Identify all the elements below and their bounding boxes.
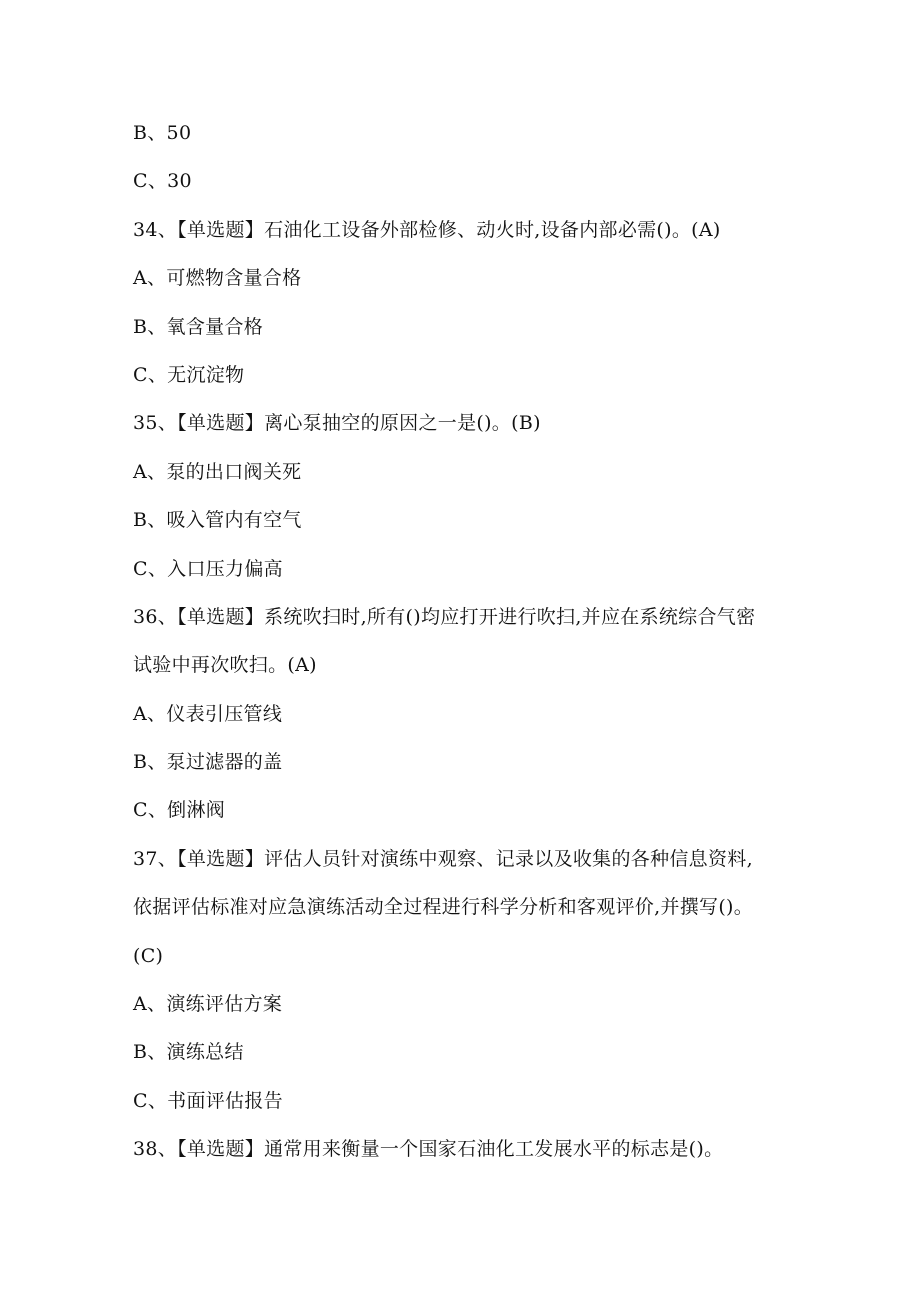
question-36-line-1: 36、【单选题】系统吹扫时,所有()均应打开进行吹扫,并应在系统综合气密 — [133, 605, 756, 628]
option-c-q37: C、书面评估报告 — [133, 1089, 283, 1112]
question-text-block — [133, 112, 793, 1177]
option-c-q35: C、入口压力偏高 — [133, 557, 283, 580]
option-c-q34: C、无沉淀物 — [133, 363, 245, 386]
option-c-q36: C、倒淋阀 — [133, 799, 226, 822]
option-a-q35: A、泵的出口阀关死 — [133, 460, 302, 483]
option-b-q37: B、演练总结 — [133, 1041, 244, 1064]
question-37-answer: (C) — [133, 944, 164, 967]
question-34: 34、【单选题】石油化工设备外部检修、动火时,设备内部必需()。(A) — [133, 218, 721, 241]
question-38: 38、【单选题】通常用来衡量一个国家石油化工发展水平的标志是()。 — [133, 1138, 724, 1161]
option-b-q35: B、吸入管内有空气 — [133, 509, 302, 532]
option-a-q37: A、演练评估方案 — [133, 993, 283, 1016]
option-b-q34: B、氧含量合格 — [133, 315, 264, 338]
option-a-q34: A、可燃物含量合格 — [133, 267, 302, 290]
option-b-q33: B、50 — [133, 122, 192, 144]
option-b-q36: B、泵过滤器的盖 — [133, 751, 283, 774]
question-37-line-1: 37、【单选题】评估人员针对演练中观察、记录以及收集的各种信息资料, — [133, 847, 753, 870]
question-36-line-2: 试验中再次吹扫。(A) — [133, 654, 317, 677]
option-c-q33: C、30 — [133, 170, 192, 193]
option-a-q36: A、仪表引压管线 — [133, 702, 283, 725]
question-35: 35、【单选题】离心泵抽空的原因之一是()。(B) — [133, 412, 541, 435]
question-37-line-2: 依据评估标准对应急演练活动全过程进行科学分析和客观评价,并撰写()。 — [133, 896, 754, 919]
